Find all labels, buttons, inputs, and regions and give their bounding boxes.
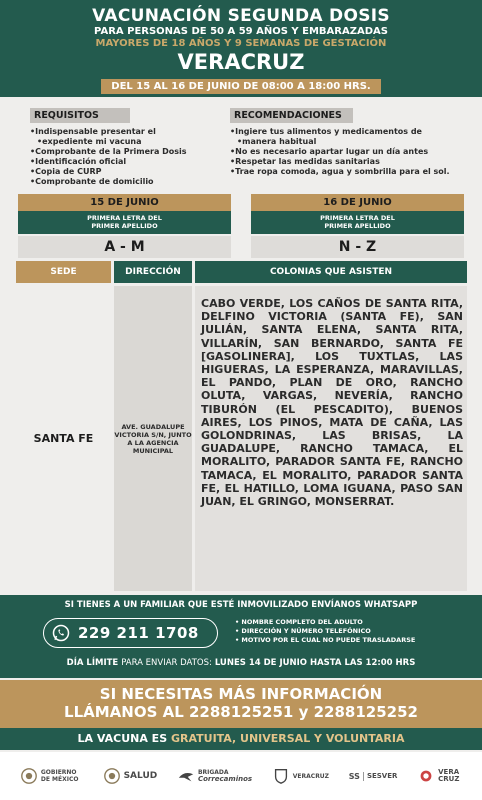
shield-icon (272, 767, 290, 785)
veracruz-brand-logo (417, 767, 462, 785)
day1-date: 15 DE JUNIO (18, 194, 231, 211)
veracruz-text: VERACRUZ (292, 772, 330, 780)
day2-criteria (251, 211, 464, 234)
list-item: • expediente mi vacuna (30, 137, 230, 147)
list-item: • DIRECCIÓN Y NÚMERO TELEFÓNICO (235, 627, 415, 636)
whatsapp-section (0, 595, 482, 678)
whatsapp-requirements (235, 618, 415, 645)
veracruz-gov-logo (272, 767, 329, 785)
requisitos-box (30, 103, 230, 187)
list-item: • Indispensable presentar el (30, 127, 230, 137)
recomendaciones-list (230, 127, 470, 177)
info-banner (0, 680, 482, 728)
free-highlight: GRATUITA, UNIVERSAL Y VOLUNTARIA (170, 732, 405, 745)
free-vaccine-banner (0, 728, 482, 750)
seal-icon (103, 767, 121, 785)
free-prefix: LA VACUNA ES (77, 732, 168, 745)
requisitos-list (30, 127, 230, 187)
deadline-text (0, 658, 482, 668)
sun-mark-icon (417, 767, 435, 785)
subtitle-age: PARA PERSONAS DE 50 A 59 AÑOS Y EMBARAZADAS (94, 26, 388, 37)
whatsapp-title: SI TIENES A UN FAMILIAR QUE ESTÉ INMOVILIZADO ENVÍANOS WHATSAPP (64, 600, 418, 610)
list-item: • Respetar las medidas sanitarias (230, 157, 470, 167)
col-header-colonias: COLONIAS QUE ASISTEN (195, 261, 467, 283)
recomendaciones-title: RECOMENDACIONES (230, 108, 353, 123)
whatsapp-phone-button[interactable] (43, 618, 218, 648)
col-header-sede: SEDE (16, 261, 111, 283)
list-item: • Copia de CURP (30, 167, 230, 177)
date-range: DEL 15 AL 16 DE JUNIO DE 08:00 A 18:00 HRS. (101, 79, 380, 94)
gobierno-logo (20, 767, 83, 785)
eagle-seal-icon (20, 767, 38, 785)
veracruz-brand-text: VERA CRUZ (438, 768, 460, 783)
ss-text: SS (349, 772, 364, 781)
list-item: • Comprobante de domicilio (30, 177, 230, 187)
sesver-text: SESVER (366, 772, 398, 780)
brigada-line1: BRIGADA (197, 769, 229, 776)
sede-name: SANTA FE (33, 432, 94, 445)
day2-criteria-line2: PRIMER APELLIDO (324, 222, 391, 230)
list-item: • Trae ropa comoda, agua y sombrilla para el sol. (230, 167, 470, 177)
colonias-list: CABO VERDE, LOS CAÑOS DE SANTA RITA, DELFINO VICTORIA (SANTA FE), SAN JULIÁN, SANTA ELENA, SANTA RITA, VILLARÍN, SAN BERNARDO, SANTA FE [GASOLINERA], LOS TUXTLAS, LAS HIGUERAS, LA ESPERANZA, MARAVILLAS, EL PANDO, PLAN DE ORO, RANCHO OLUTA, VARGAS, NEVERÍA, RANCHO TIBURÓN (EL PESCADITO), BUENOS AIRES, LOS PINOS, MATA DE CAÑA, LAS GOLONDRINAS, LAS BRISAS, LA GUADALUPE, RANCHO TAMACA, EL MORALITO, PARADOR SANTA FE, RANCHO TAMACA, EL MORALITO, PARADOR SANTA FE, EL HATILLO, LOMA IGUANA, PASO SAN JUAN, EL GRINGO, MONSERRAT. (201, 297, 463, 509)
list-item: • Identificación oficial (30, 157, 230, 167)
recomendaciones-box (230, 103, 470, 177)
brigada-text (198, 769, 252, 783)
day1-letter-range: A - M (18, 236, 231, 258)
roadrunner-icon (177, 767, 195, 785)
day2-criteria-line1: PRIMERA LETRA DEL (320, 214, 395, 222)
day2-letter-range: N - Z (251, 236, 464, 258)
sesver-logo (349, 772, 398, 781)
header-banner (0, 0, 482, 97)
list-item: • manera habitual (230, 137, 470, 147)
col-header-direccion: DIRECCIÓN (114, 261, 192, 283)
list-item: • Ingiere tus alimentos y medicamentos de (230, 127, 470, 137)
list-item: • No es necesario apartar lugar un día antes (230, 147, 470, 157)
brigada-line2: Correcaminos (197, 775, 253, 783)
gobierno-text: GOBIERNO DE MÉXICO (40, 769, 79, 783)
main-title: VACUNACIÓN SEGUNDA DOSIS (92, 6, 390, 26)
list-item: • NOMBRE COMPLETO DEL ADULTO (235, 618, 415, 627)
day1-criteria (18, 211, 231, 234)
salud-logo (103, 767, 158, 785)
logo-footer (0, 752, 482, 800)
requisitos-title: REQUISITOS (30, 108, 130, 123)
info-line2: LLÁMANOS AL 2288125251 y 2288125252 (64, 703, 418, 721)
deadline-mid: PARA ENVIAR DATOS: (121, 658, 212, 668)
info-line1: SI NECESITAS MÁS INFORMACIÓN (99, 685, 383, 703)
salud-text: SALUD (123, 771, 158, 781)
whatsapp-icon (52, 624, 70, 642)
city-name: VERACRUZ (177, 50, 305, 74)
deadline-value: LUNES 14 DE JUNIO HASTA LAS 12:00 HRS (214, 658, 416, 668)
day1-criteria-line2: PRIMER APELLIDO (91, 222, 158, 230)
list-item: • Comprobante de la Primera Dosis (30, 147, 230, 157)
list-item: • MOTIVO POR EL CUAL NO PUEDE TRASLADARSE (235, 636, 415, 645)
brigada-logo (177, 767, 252, 785)
day2-date: 16 DE JUNIO (251, 194, 464, 211)
day1-criteria-line1: PRIMERA LETRA DEL (87, 214, 162, 222)
sede-address: AVE. GUADALUPE VICTORIA S/N, JUNTO A LA AGENCIA MUNICIPAL (114, 422, 192, 455)
whatsapp-phone-number: 229 211 1708 (78, 624, 199, 642)
deadline-label: DÍA LÍMITE (66, 658, 119, 668)
subtitle-pregnancy: MAYORES DE 18 AÑOS Y 9 SEMANAS DE GESTACIÓN (95, 38, 387, 49)
